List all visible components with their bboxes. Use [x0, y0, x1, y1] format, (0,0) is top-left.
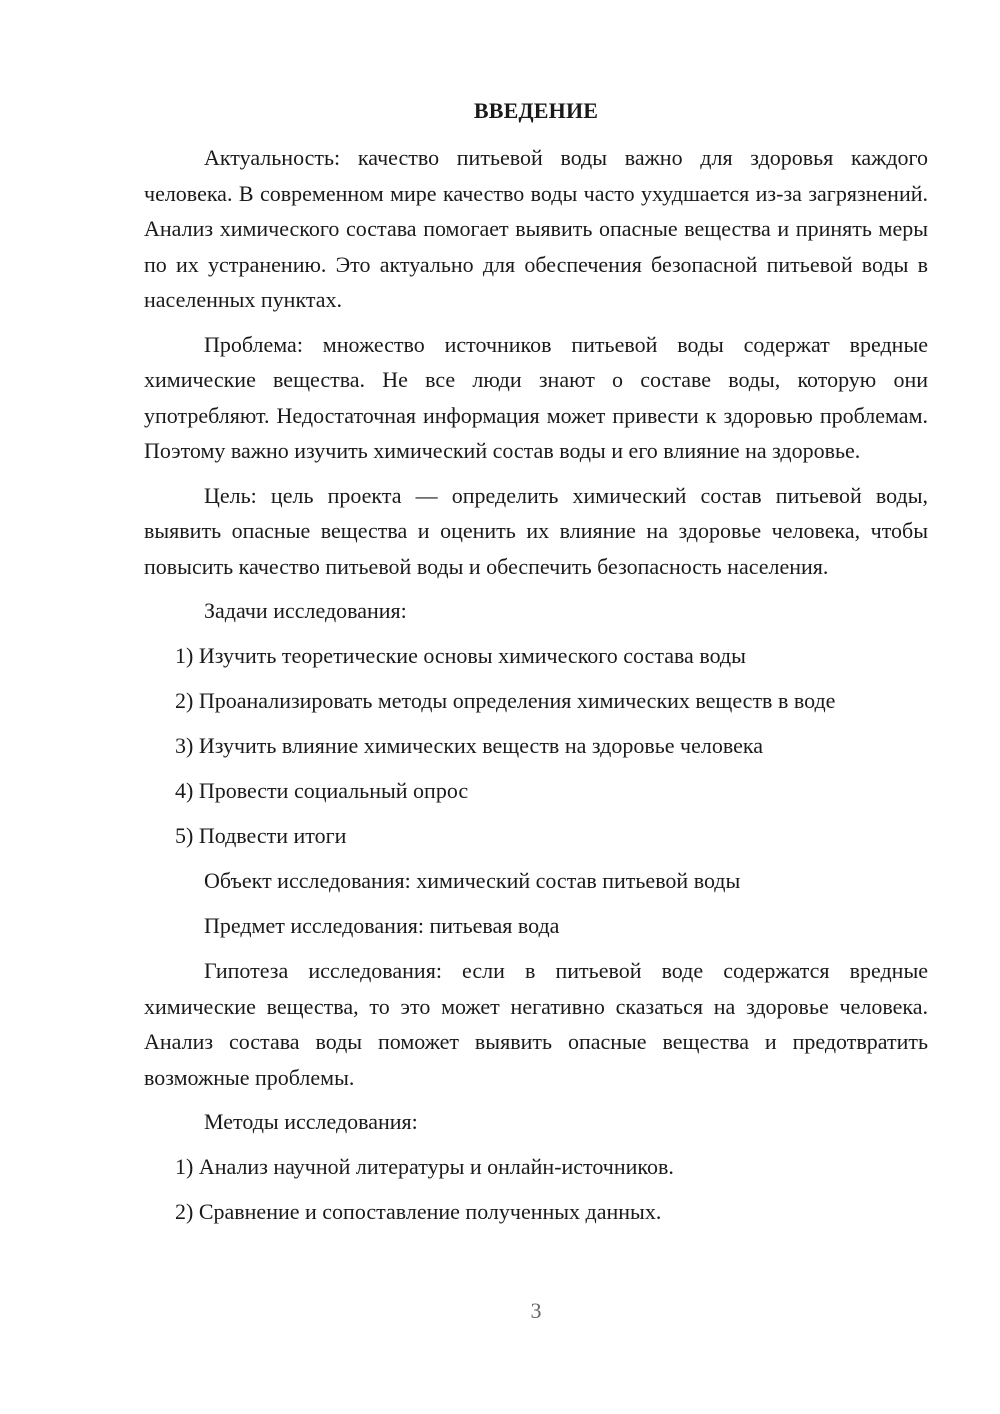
paragraph-problem: Проблема: множество источников питьевой воды содержат вредные химические вещества. Не все люди знают о составе воды, которую они употребляют. Недостаточная информация может привести к здоровью проблемам. Поэтому важно изучить химический состав воды и его влияние на здоровье.	[144, 331, 928, 463]
method-item-1: 1) Анализ научной литературы и онлайн-источников.	[175, 1154, 674, 1179]
task-item-4: 4) Провести социальный опрос	[175, 778, 469, 803]
page-number: 3	[530, 1298, 542, 1323]
paragraph-relevance: Актуальность: качество питьевой воды важно для здоровья каждого человека. В современном мире качество воды часто ухудшается из-за загрязнений. Анализ химического состава помогает выявить опасные вещества и принять меры по их устранению. Это актуально для обеспечения безопасной питьевой воды в населенных пунктах.	[144, 145, 928, 312]
tasks-heading: Задачи исследования:	[204, 598, 407, 623]
task-item-5: 5) Подвести итоги	[175, 823, 347, 848]
paragraph-hypothesis: Гипотеза исследования: если в питьевой воде содержатся вредные химические вещества, то это может негативно сказаться на здоровье человека. Анализ состава воды поможет выявить опасные вещества и предотвратить возможные проблемы.	[144, 958, 928, 1090]
method-item-2: 2) Сравнение и сопоставление полученных данных.	[175, 1199, 662, 1224]
section-title: ВВЕДЕНИЕ	[473, 98, 599, 123]
research-subject: Предмет исследования: питьевая вода	[204, 913, 560, 938]
research-object: Объект исследования: химический состав питьевой воды	[204, 868, 741, 893]
paragraph-goal: Цель: цель проекта — определить химический состав питьевой воды, выявить опасные вещества и оценить их влияние на здоровье человека, чтобы повысить качество питьевой воды и обеспечить безопасность населения.	[144, 482, 928, 579]
page-body	[144, 140, 928, 1239]
task-item-1: 1) Изучить теоретические основы химического состава воды	[175, 643, 746, 668]
task-item-3: 3) Изучить влияние химических веществ на здоровье человека	[175, 733, 763, 758]
task-item-2: 2) Проанализировать методы определения химических веществ в воде	[175, 688, 836, 713]
methods-heading: Методы исследования:	[204, 1109, 418, 1134]
